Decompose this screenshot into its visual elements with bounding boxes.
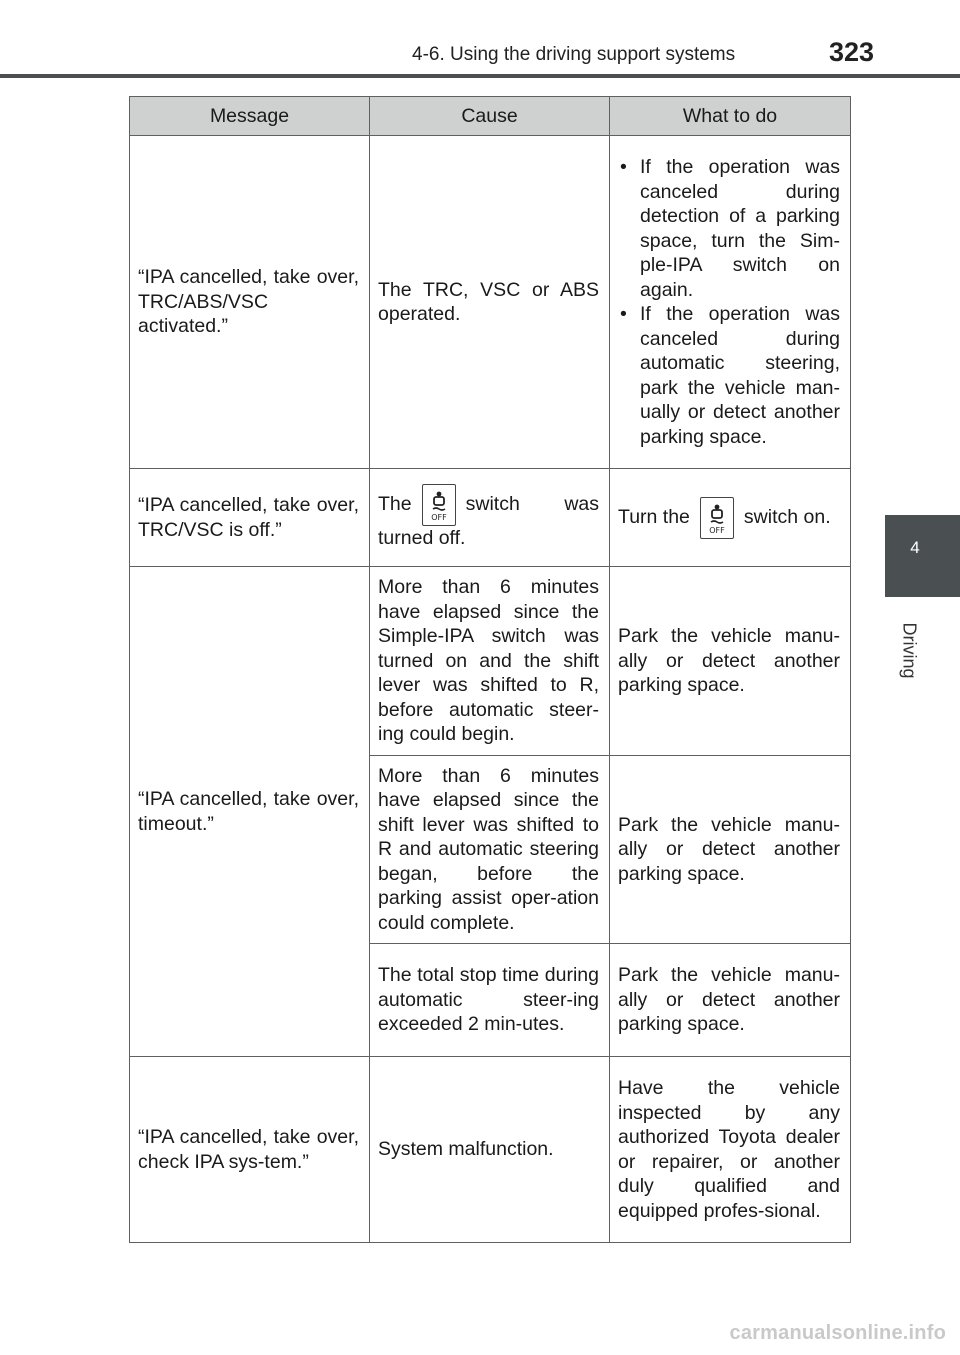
- action-bullet: • If the operation was canceled during automatic steering, park the vehicle man-ually or detect another parking space.: [618, 302, 840, 449]
- message-text: “IPA cancelled, take over, TRC/VSC is off.”: [138, 494, 359, 541]
- section-title: 4-6. Using the driving support systems: [412, 44, 736, 65]
- cause-cell: [370, 567, 610, 756]
- cause-text: The total stop time during automatic steer-ing exceeded 2 min-utes.: [378, 964, 599, 1036]
- watermark: carmanualsonline.info: [729, 1322, 946, 1344]
- table-row: [130, 136, 851, 469]
- action-cell: [610, 1057, 851, 1243]
- action-cell: [610, 136, 851, 469]
- column-header-cause: Cause: [370, 97, 610, 136]
- cause-text: System malfunction.: [378, 1138, 554, 1161]
- cause-cell: [370, 1057, 610, 1243]
- chapter-number: 4: [910, 538, 920, 557]
- action-text: Park the vehicle manu-ally or detect another parking space.: [618, 813, 840, 885]
- message-table: [129, 96, 851, 1243]
- svg-text:OFF: OFF: [430, 513, 447, 523]
- cause-text-before: The: [378, 493, 412, 516]
- message-cell: [130, 136, 370, 469]
- cause-text: More than 6 minutes have elapsed since the Simple-IPA switch was turned on and the shift lever was shifted to R, before automatic steer-ing could begin.: [378, 576, 599, 745]
- table-header-row: [130, 97, 851, 136]
- cause-cell: [370, 755, 610, 944]
- message-text: “IPA cancelled, take over, TRC/ABS/VSC activated.”: [138, 266, 359, 338]
- cause-cell: [370, 469, 610, 567]
- action-text: Have the vehicle inspected by any authorized Toyota dealer or repairer, or another duly qualified and equipped profes-sional.: [618, 1077, 840, 1222]
- table-row: [130, 567, 851, 756]
- table-row: [130, 1057, 851, 1243]
- vsc-off-icon: [422, 484, 456, 526]
- action-cell: [610, 469, 851, 567]
- page-number: 323: [829, 37, 875, 67]
- chapter-label: Driving: [899, 622, 920, 679]
- action-text: Park the vehicle manu-ally or detect another parking space.: [618, 625, 840, 696]
- message-text: “IPA cancelled, take over, timeout.”: [138, 788, 359, 835]
- header-rule: [0, 74, 960, 78]
- cause-cell: [370, 136, 610, 469]
- message-text: “IPA cancelled, take over, check IPA sys-tem.”: [138, 1126, 359, 1173]
- svg-text:OFF: OFF: [709, 525, 725, 535]
- action-bullet: • If the operation was canceled during detection of a parking space, turn the Sim-ple-IPA switch on again.: [618, 155, 840, 302]
- message-cell: [130, 1057, 370, 1243]
- action-text: Park the vehicle manu-ally or detect another parking space.: [618, 964, 840, 1036]
- action-cell: [610, 755, 851, 944]
- cause-text-after: switch was turned off.: [378, 493, 599, 550]
- action-cell: [610, 567, 851, 756]
- action-cell: [610, 944, 851, 1057]
- column-header-what-to-do: What to do: [610, 97, 851, 136]
- action-text-before: Turn the: [618, 505, 690, 528]
- message-cell: [130, 469, 370, 567]
- message-cell: [130, 567, 370, 1057]
- cause-text: The TRC, VSC or ABS operated.: [378, 278, 599, 325]
- column-header-message: Message: [130, 97, 370, 136]
- cause-cell: [370, 944, 610, 1057]
- table-row: [130, 469, 851, 567]
- vsc-off-icon: [700, 497, 734, 539]
- cause-text: More than 6 minutes have elapsed since the shift lever was shifted to R and automatic steering began, before the parking assist oper-ation could complete.: [378, 764, 599, 934]
- action-text-after: switch on.: [743, 505, 831, 528]
